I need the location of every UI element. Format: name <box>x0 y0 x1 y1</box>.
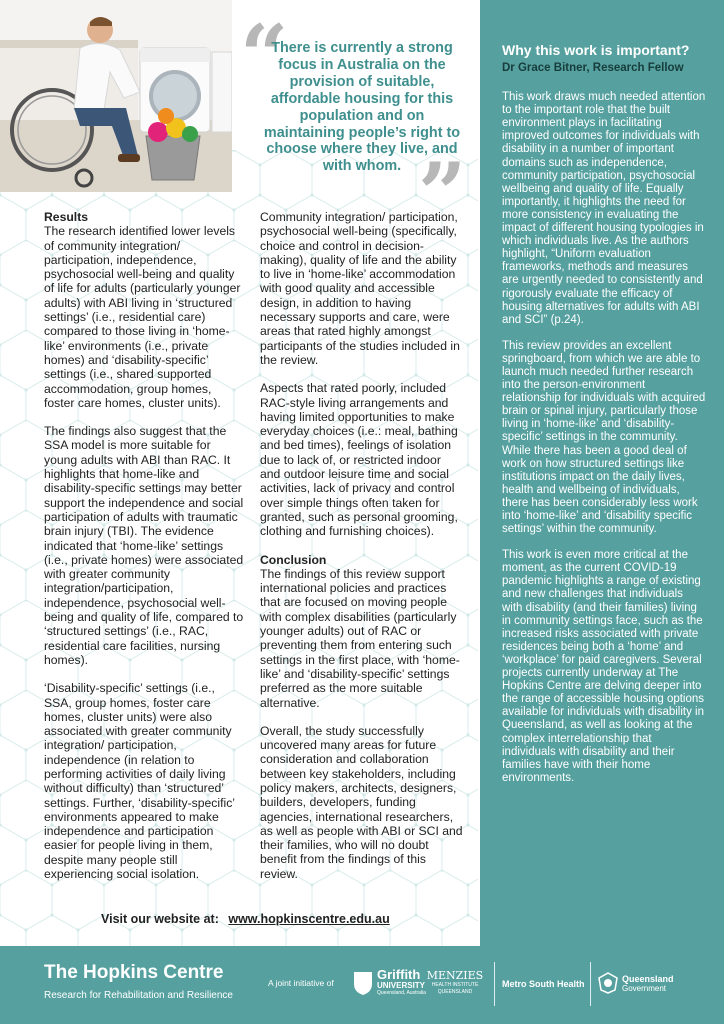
man-in-wheelchair-laundry-illustration <box>0 0 232 192</box>
footer-divider-2 <box>590 962 591 1006</box>
findings-paragraph-1: Community integration/ participation, psychosocial well-being (specifically, choice and control in decision-making), quality of life and the ability to live in ‘home-like’ accommodation with good quality and accessible design, in addition to having necessary supports and care, were areas that rated highly amongst participants of the studies included in the review. <box>260 210 460 367</box>
website-label: Visit our website at: <box>101 912 219 926</box>
sidebar-paragraph-1: This work draws much needed attention to the important role that the built environment plays in facilitating improved outcomes for individuals with disability in a number of important domains such as independence, community participation, psychosocial wellbeing and quality of life. Equally importantly, it highlights the need for more consistency in evaluating the impact of different housing typologies in which individuals live. As the authors highlight, “Uniform evaluation frameworks, methods and measures are urgently needed to consistently and rigorously evaluate the efficacy of housing alternatives for adults with ABI and SCI” (p.24). <box>502 91 706 326</box>
footer-divider-1 <box>494 962 495 1006</box>
sidebar-paragraph-3: This work is even more critical at the moment, as the current COVID-19 pandemic highlights a range of existing and new challenges that individuals with disability (and their families) living in community settings face, such as the increased risks associated with private residences being both a ‘home’ and ‘workplace’ for paid caregivers. Several projects currently underway at The Hopkins Centre are delving deeper into the range of accessible housing options available for individuals with disability in Queensland, as well as looking at the complex interrelationship that individuals with disability and their families have with their home environments. <box>502 549 705 784</box>
sidebar-paragraph-2: This review provides an excellent springboard, from which we are able to launch much needed further research into the person-environment relationship for individuals with acquired brain or spinal injury, particularly those living in ‘home-like’ and ‘disability-specific’ settings in the community. While there has been a good deal of work on how structured settings like institutions impact on the daily lives, health and wellbeing of individuals, there has been considerably less work into ‘home-like’ and ‘disability specific settings’ within the community. <box>502 339 706 536</box>
findings-column <box>260 210 464 895</box>
footer-bar: The Hopkins Centre Research for Rehabilitation and Resilience A joint initiative of Griffith UNIVERSITY Queensland, Australia MENZIES HEALTH INSTITUTE QUEENSLAND Metro South Health Queensland Government <box>0 946 724 1024</box>
results-column <box>44 210 244 895</box>
results-paragraph-3: ‘Disability-specific’ settings (i.e., SSA, group homes, foster care homes, cluster units) were also associated with greater community integration/ participation, independence (in relation to performing activities of daily living without difficulty) than ‘structured’ settings. Further, ‘disability-specific’ environments appeared to make independence and participation easier for people living in them, despite many people still experiencing social isolation. <box>44 681 235 882</box>
conclusion-paragraph-2: Overall, the study successfully uncovered many areas for future consideration and collaboration between key stakeholders, including policy makers, architects, designers, builders, developers, funding agencies, international researchers, as well as people with ABI or SCI and their families, who will no doubt benefit from the findings of this review. <box>260 723 463 881</box>
open-quote-icon: “ <box>240 6 289 105</box>
results-heading: Results <box>44 210 89 224</box>
footer-title: The Hopkins Centre <box>44 962 224 983</box>
website-line <box>101 912 390 926</box>
close-quote-icon: ” <box>418 144 467 243</box>
conclusion-paragraph-1: The findings of this review support international policies and practices that are focused on moving people with complex disabilities (particularly younger adults) out of RAC or preventing them from entering such settings in the first place, with ‘home-like’ and ‘disability-specific’ settings preferred as the more suitable alternative. <box>260 566 460 710</box>
joint-initiative-label: A joint initiative of <box>268 978 334 988</box>
footer-subtitle: Research for Rehabilitation and Resilience <box>44 990 233 1001</box>
queensland-crest-icon <box>598 972 618 994</box>
conclusion-heading: Conclusion <box>260 552 327 567</box>
menzies-logo: MENZIES HEALTH INSTITUTE QUEENSLAND <box>426 969 484 995</box>
sidebar-author: Dr Grace Bitner, Research Fellow <box>502 62 684 74</box>
why-important-sidebar <box>480 0 724 946</box>
results-paragraph-2: The findings also suggest that the SSA model is more suitable for young adults with ABI than RAC. It highlights that home-like and disability-specific settings may better support the independence and social participation of adults with traumatic brain injury (TBI). The evidence indicated that ‘home-like’ settings (i.e., private homes) were associated with greater community integration/participation, independence, psychosocial well-being and quality of life, compared to ‘structured settings’ (i.e., RAC, residential care facilities, nursing homes). <box>44 424 244 667</box>
laundry-photo <box>0 0 232 192</box>
sidebar-heading: Why this work is important? <box>502 42 690 58</box>
pull-quote: There is currently a strong focus in Australia on the provision of suitable, affordable housing for this population and on maintaining people’s right to choose where they live, and with whom. <box>263 40 461 175</box>
results-paragraph-1: The research identified lower levels of community integration/ participation, independence, psychosocial well-being and quality of life for adults (particularly younger adults) with ABI living in ‘structured settings’ (i.e., residential care) compared to those living in ‘home-like’ environments (i.e., private homes) and ‘disability-specific’ settings (i.e., shared supported accommodation, group homes, foster care homes, cluster units). <box>44 224 241 410</box>
findings-paragraph-2: Aspects that rated poorly, included RAC-style living arrangements and having limited opportunities to make everyday choices (i.e.: meal, bathing and bed times), feelings of isolation due to lack of, or restricted indoor and outdoor leisure time and social activities, lack of privacy and control over simple things often taken for granted, such as personal grooming, clothing and furnishing choices). <box>260 381 458 539</box>
website-link[interactable]: www.hopkinscentre.edu.au <box>228 912 390 926</box>
griffith-crest-icon <box>352 970 374 996</box>
metro-south-health-logo: Metro South Health <box>502 979 585 989</box>
